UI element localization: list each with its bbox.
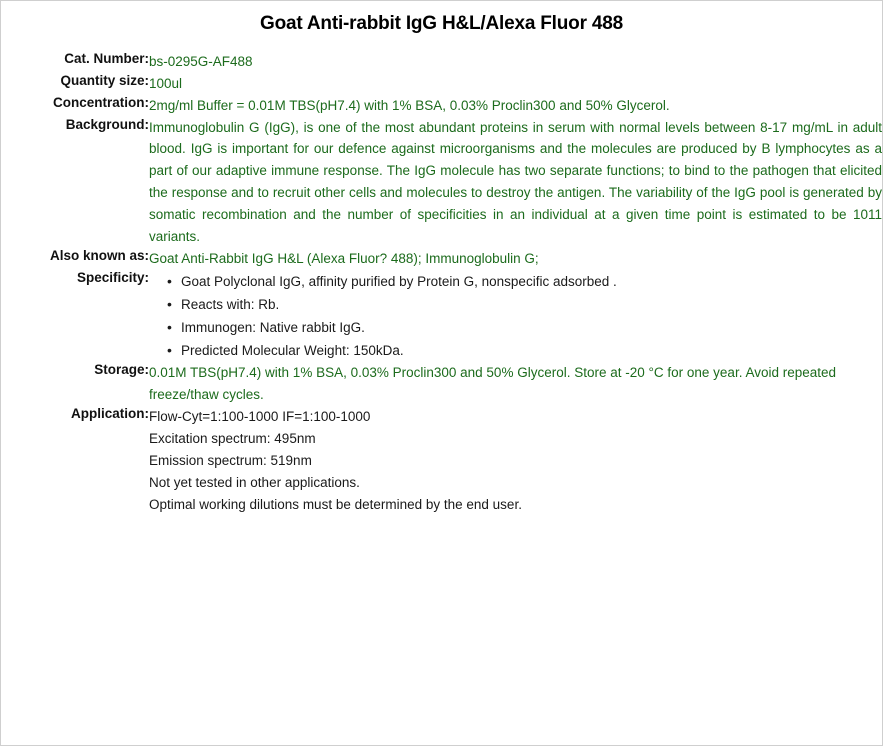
table-row-also-known-as bbox=[1, 248, 882, 270]
background-label: Background: bbox=[65, 116, 149, 132]
concentration-value: 2mg/ml Buffer = 0.01M TBS(pH7.4) with 1% BSA, 0.03% Proclin300 and 50% Glycerol. bbox=[149, 97, 670, 113]
also-known-as-value: Goat Anti-Rabbit IgG H&L (Alexa Fluor? 488); Immunoglobulin G; bbox=[149, 250, 539, 266]
list-item: • Reacts with: Rb. bbox=[167, 293, 882, 316]
application-line: Not yet tested in other applications. bbox=[149, 474, 360, 490]
table-row-quantity bbox=[1, 73, 882, 95]
table-row-specificity bbox=[1, 270, 882, 363]
table-row-background bbox=[1, 117, 882, 248]
specificity-list bbox=[149, 270, 882, 363]
quantity-value: 100ul bbox=[149, 75, 183, 91]
storage-value: 0.01M TBS(pH7.4) with 1% BSA, 0.03% Proclin300 and 50% Glycerol. Store at -20 °C for one year. Avoid repeated freeze/thaw cycles. bbox=[149, 365, 837, 403]
application-value bbox=[149, 406, 882, 515]
specificity-value bbox=[149, 270, 882, 363]
list-item: • Predicted Molecular Weight: 150kDa. bbox=[167, 339, 882, 362]
background-value: Immunoglobulin G (IgG), is one of the most abundant proteins in serum with normal levels between 8-17 mg/mL in adult blood. IgG is important for our defence against microorganisms and the molecules are produced by B lymphocytes as a part of our adaptive immune response. The IgG molecule has two separate functions; to bind to the pathogen that elicited the response and to recruit other cells and molecules to destroy the antigen. The variability of the IgG pool is generated by somatic recombination and the number of specificities in an individual at a given time point is estimated to be 1011 variants. bbox=[149, 119, 882, 244]
list-item: • Immunogen: Native rabbit IgG. bbox=[167, 316, 882, 339]
specificity-label: Specificity: bbox=[76, 269, 149, 285]
application-label: Application: bbox=[71, 406, 149, 422]
cat-number-label: Cat. Number: bbox=[64, 51, 149, 66]
application-line: Excitation spectrum: 495nm bbox=[149, 431, 316, 447]
table-row-storage bbox=[1, 362, 882, 406]
specification-table bbox=[1, 51, 882, 515]
application-line: Flow-Cyt=1:100-1000 IF=1:100-1000 bbox=[149, 409, 371, 425]
table-row-application bbox=[1, 406, 882, 515]
concentration-label: Concentration: bbox=[53, 94, 149, 110]
quantity-label: Quantity size: bbox=[60, 72, 149, 88]
cat-number-value: bs-0295G-AF488 bbox=[149, 54, 253, 69]
page-title: Goat Anti-rabbit IgG H&L/Alexa Fluor 488 bbox=[260, 13, 623, 34]
application-line: Emission spectrum: 519nm bbox=[149, 452, 312, 468]
list-item: • Goat Polyclonal IgG, affinity purified by Protein G, nonspecific adsorbed . bbox=[167, 270, 882, 293]
application-line: Optimal working dilutions must be determined by the end user. bbox=[149, 496, 522, 512]
also-known-as-label: Also known as: bbox=[49, 247, 149, 263]
table-row-cat-number bbox=[1, 51, 882, 73]
table-row-concentration bbox=[1, 95, 882, 117]
storage-label: Storage: bbox=[94, 362, 149, 378]
